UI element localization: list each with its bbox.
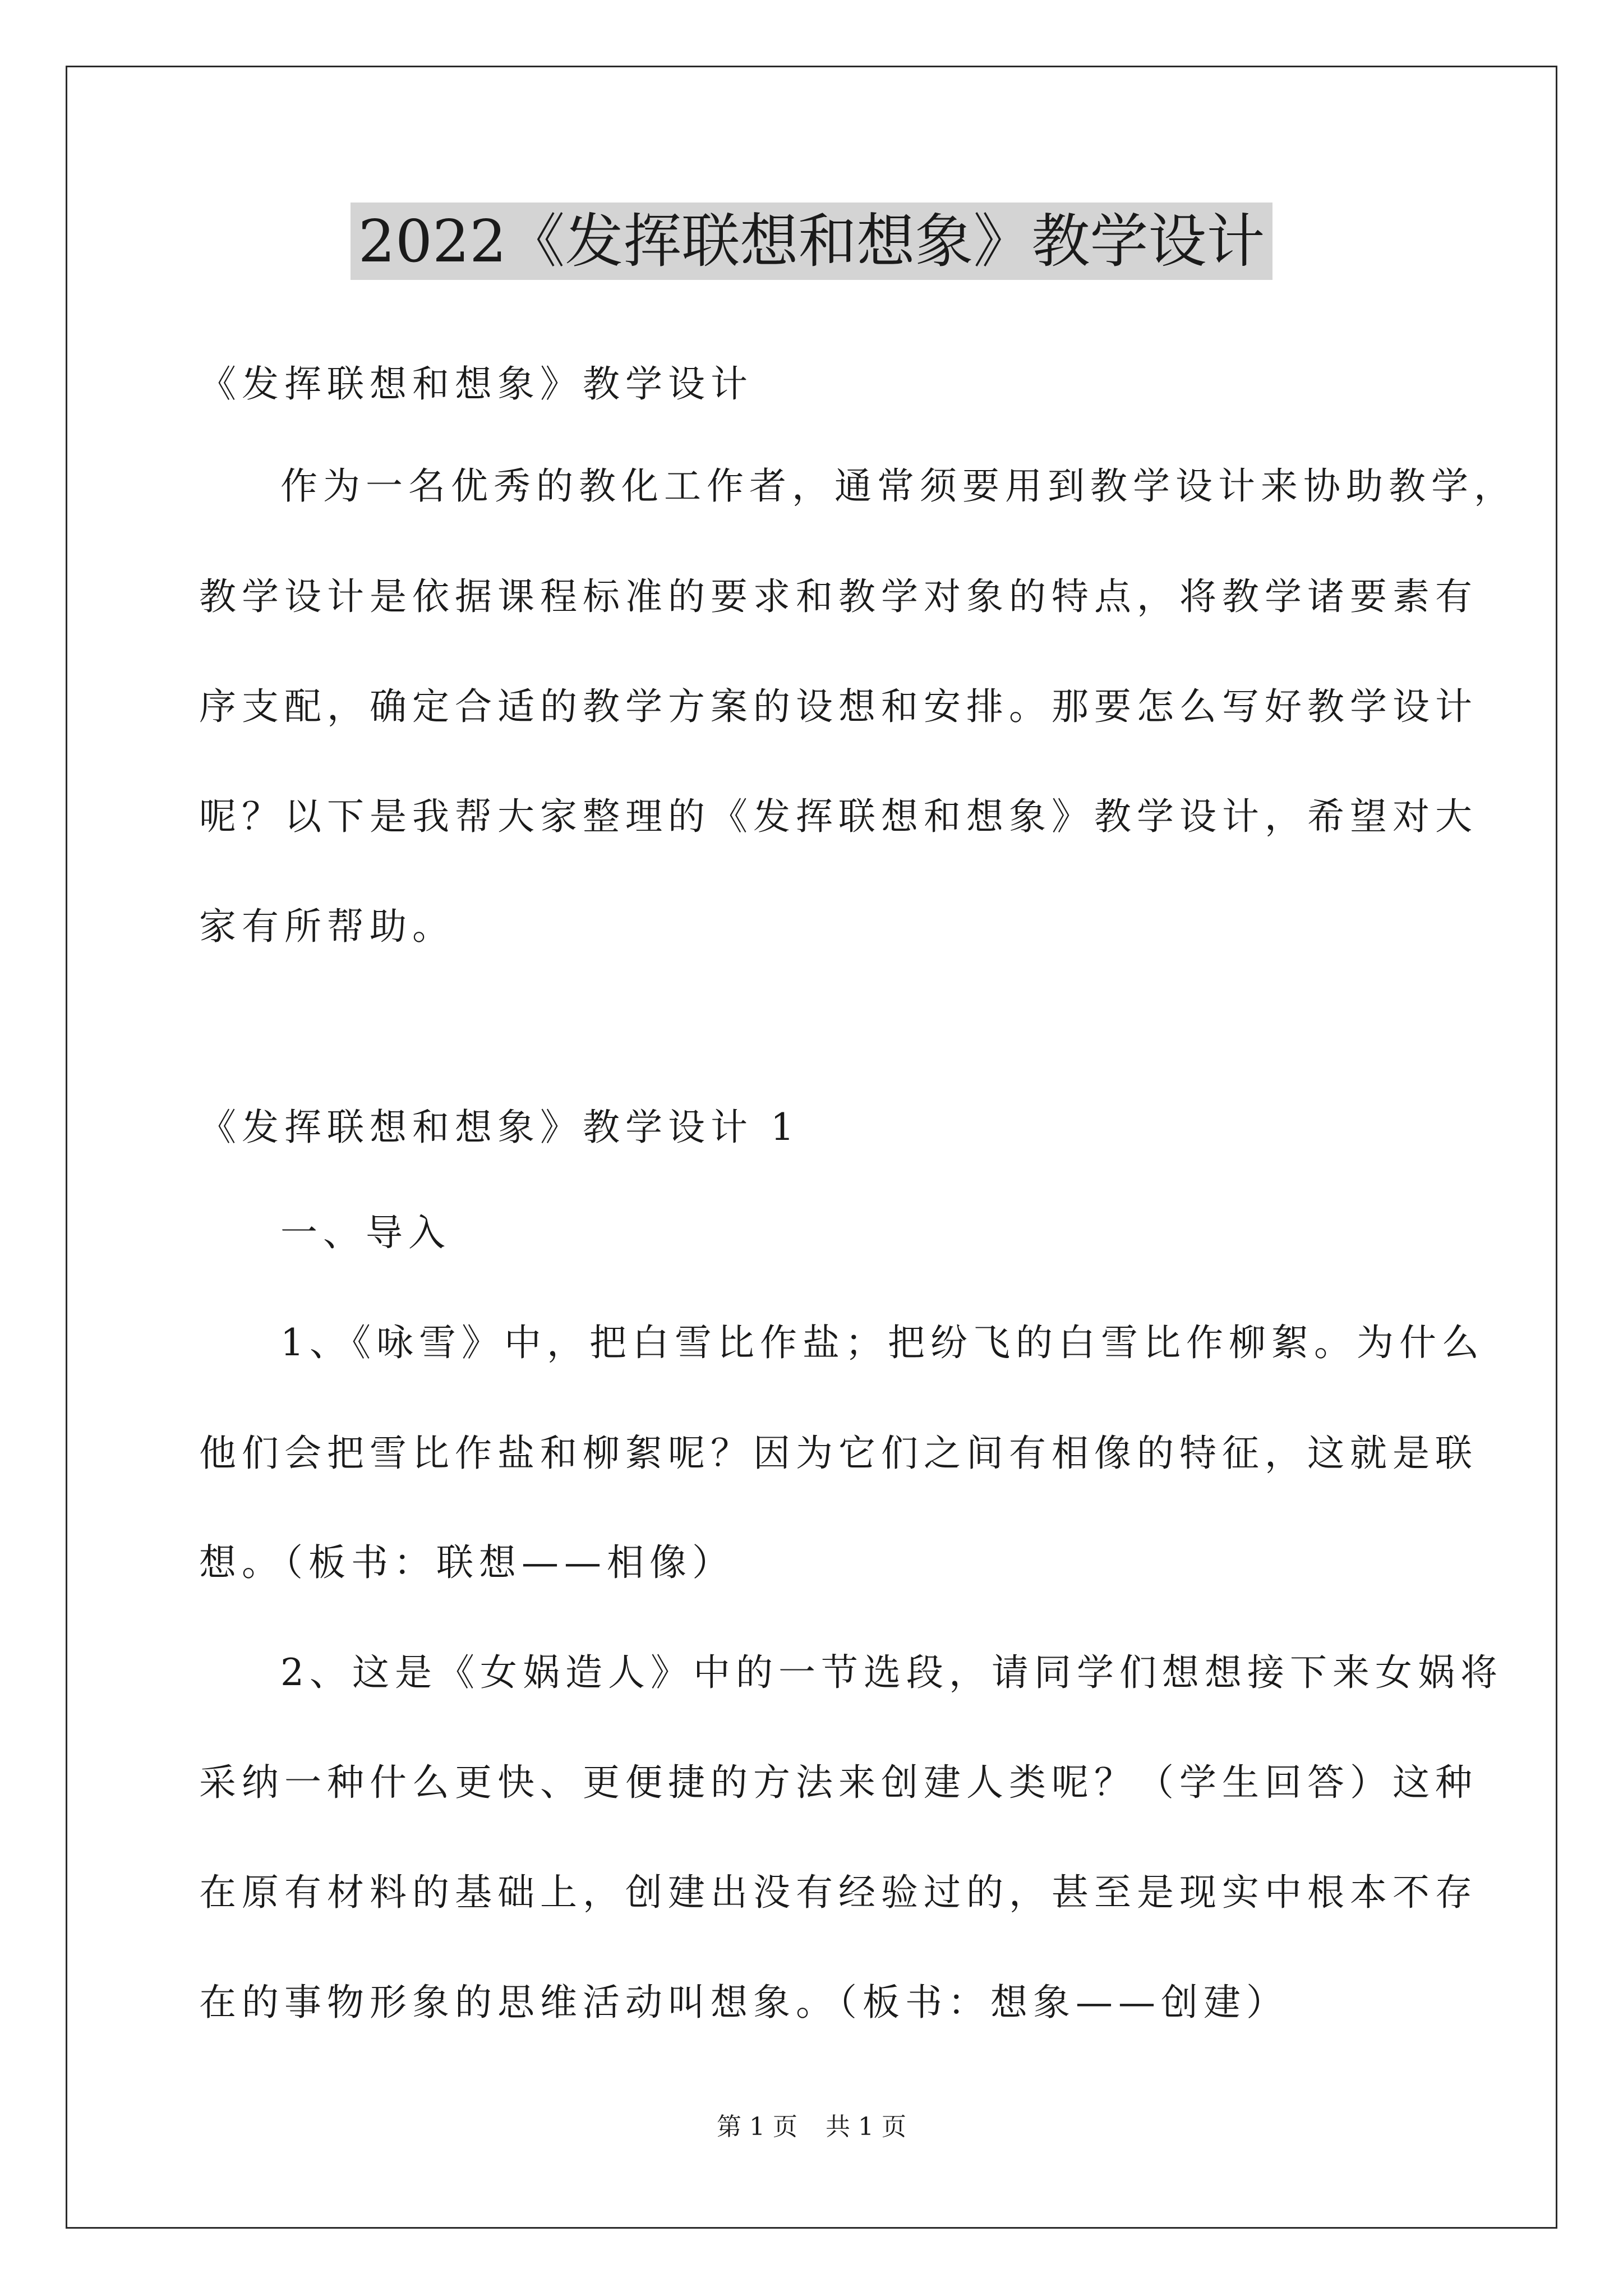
document-title-text: 2022《发挥联想和想象》教学设计 (351, 203, 1273, 280)
para1-line-1: 1、《咏雪》中，把白雪比作盐；把纷飞的白雪比作柳絮。为什么 (280, 1321, 1484, 1364)
para2-line-4: 在的事物形象的思维活动叫想象。（板书：想象——创建） (199, 1981, 1289, 2024)
intro-line-3: 序支配，确定合适的教学方案的设想和安排。那要怎么写好教学设计 (199, 685, 1478, 728)
heading-section-1: 《发挥联想和想象》教学设计 1 (199, 1106, 800, 1149)
heading-main: 《发挥联想和想象》教学设计 (199, 362, 753, 406)
para2-line-3: 在原有材料的基础上，创建出没有经验过的，甚至是现实中根本不存 (199, 1871, 1478, 1914)
page-number-current: 第 1 页 (717, 2113, 797, 2141)
para1-line-3: 想。（板书：联想——相像） (199, 1541, 735, 1584)
page-number-total: 共 1 页 (826, 2113, 906, 2141)
intro-line-2: 教学设计是依据课程标准的要求和教学对象的特点，将教学诸要素有 (199, 575, 1478, 618)
intro-line-4: 呢？以下是我帮大家整理的《发挥联想和想象》教学设计，希望对大 (199, 795, 1478, 838)
para2-line-1: 2、这是《女娲造人》中的一节选段，请同学们想想接下来女娲将 (280, 1651, 1503, 1694)
sub-heading-intro: 一、导入 (280, 1211, 451, 1254)
intro-line-5: 家有所帮助。 (199, 905, 455, 948)
document-title (0, 202, 1623, 280)
para2-line-2: 采纳一种什么更快、更便捷的方法来创建人类呢？（学生回答）这种 (199, 1761, 1478, 1804)
intro-line-1: 作为一名优秀的教化工作者，通常须要用到教学设计来协助教学， (280, 464, 1516, 508)
page-footer (0, 2110, 1623, 2144)
para1-line-2: 他们会把雪比作盐和柳絮呢？因为它们之间有相像的特征，这就是联 (199, 1432, 1478, 1475)
